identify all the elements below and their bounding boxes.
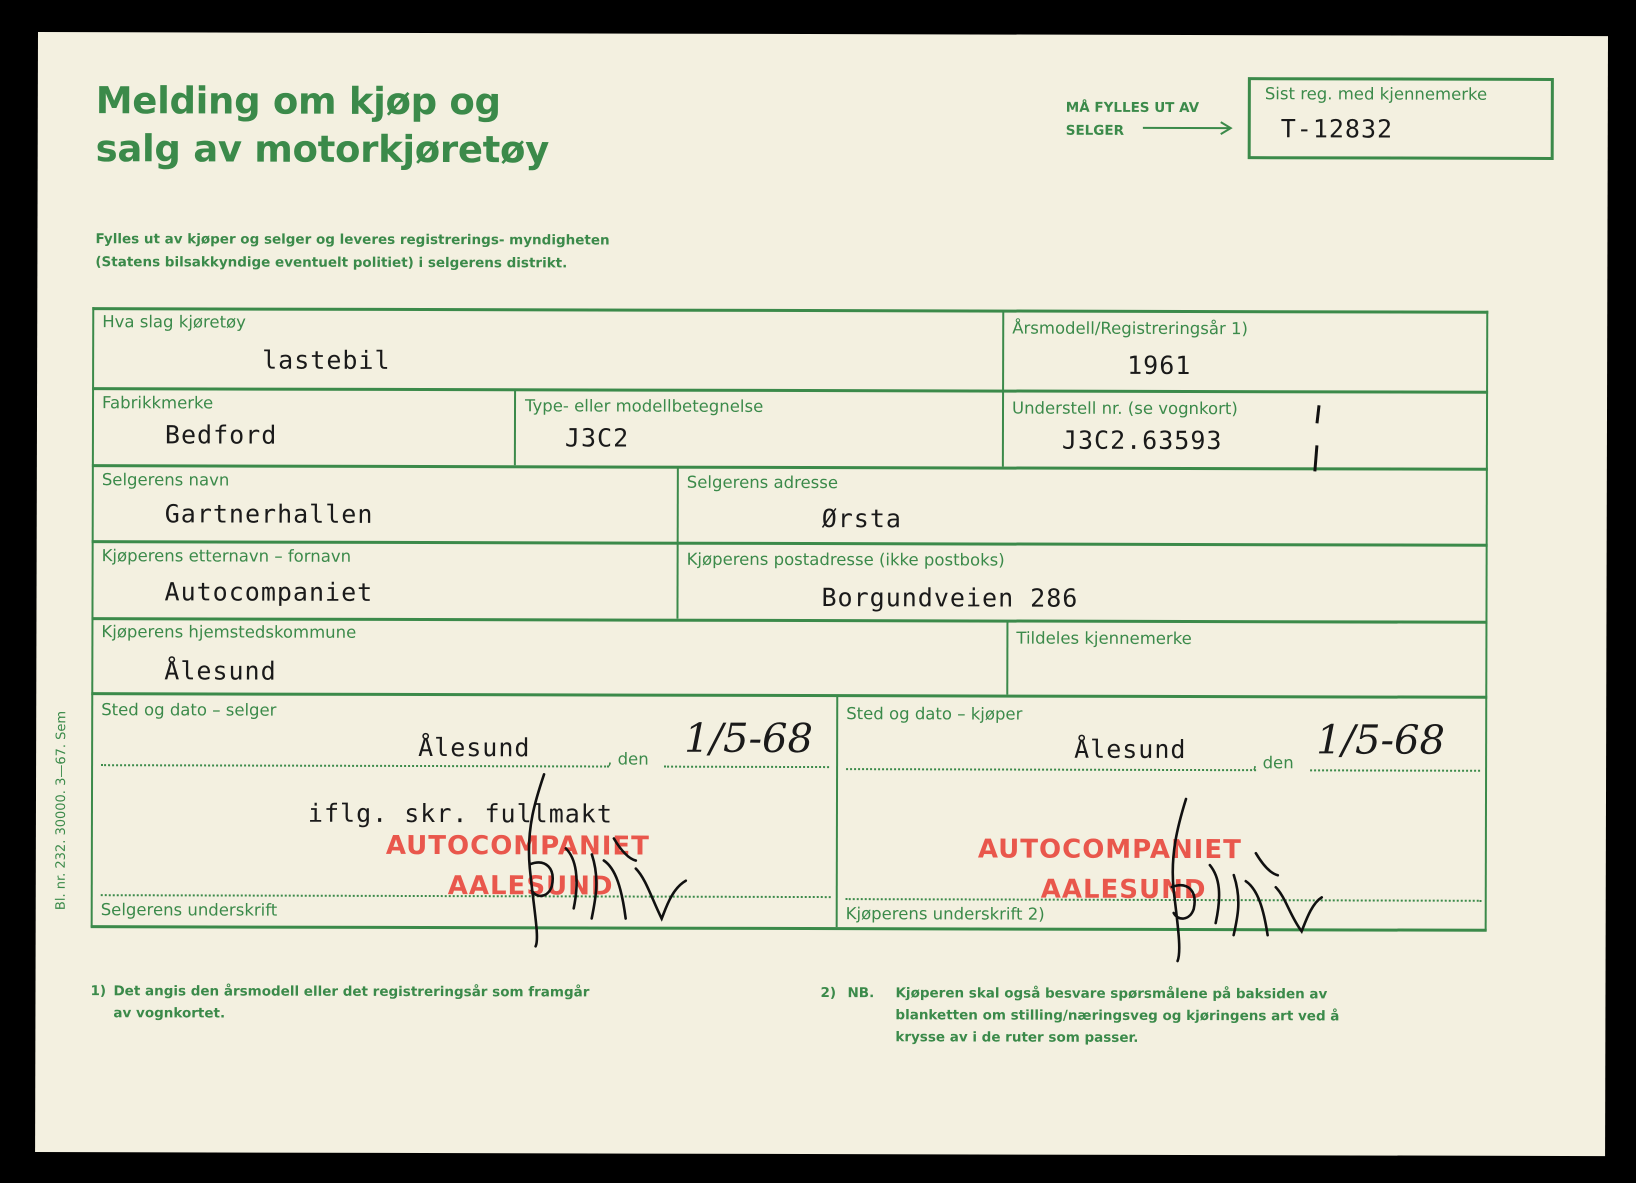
seller-address-label: Selgerens adresse <box>686 472 839 493</box>
footnote-1-text: Det angis den årsmodell eller det registreringsår som framgår av vognkortet. <box>113 983 590 1022</box>
seller-stamp-line2: AALESUND <box>447 871 614 902</box>
buyer-address-label: Kjøperens postadresse (ikke postboks) <box>686 549 1005 570</box>
seller-name-value: Gartnerhallen <box>164 499 374 529</box>
buyer-date-handwritten: 1/5-68 <box>1316 717 1446 764</box>
chassis-value: J3C2.63593 <box>1061 425 1223 456</box>
seller-date-handwritten: 1/5-68 <box>684 715 814 763</box>
reg-value: T-12832 <box>1280 114 1394 144</box>
buyer-signature <box>1126 795 1326 966</box>
buyer-name-label: Kjøperens etternavn – fornavn <box>101 546 352 566</box>
assigned-plate-label: Tildeles kjennemerke <box>1016 628 1192 649</box>
seller-signature-label: Selgerens underskrift <box>100 900 278 920</box>
last-registration-box <box>1248 77 1554 160</box>
year-value: 1961 <box>1127 350 1192 381</box>
seller-stamp-line1: AUTOCOMPANIET <box>385 830 650 862</box>
arrow-right-icon <box>1143 121 1235 135</box>
footnote-1-number: 1) <box>90 983 107 1000</box>
year-label: Årsmodell/Registreringsår 1) <box>1012 318 1248 339</box>
seller-date-line <box>664 766 829 768</box>
chassis-label: Understell nr. (se vognkort) <box>1011 398 1238 419</box>
buyer-stamp-line1: AUTOCOMPANIET <box>977 834 1242 866</box>
seller-den-label: , den <box>607 749 649 769</box>
buyer-date-line <box>1310 769 1480 771</box>
buyer-signature-label: Kjøperens underskrift 2) <box>845 904 1045 924</box>
buyer-stamp-line2: AALESUND <box>1040 874 1207 906</box>
seller-place-date-label: Sted og dato – selger <box>101 700 277 720</box>
model-label: Type- eller modellbetegnelse <box>524 396 764 416</box>
footnote-2-nb: NB. <box>847 985 875 1002</box>
proxy-note: iflg. skr. fullmakt <box>307 798 613 829</box>
reg-label: Sist reg. med kjennemerke <box>1264 84 1488 104</box>
footnote-2-text: Kjøperen skal også besvare spørsmålene på baksiden av blanketten om stilling/næringsveg og kjøringens art ved å krysse av i de ruter som passer. <box>895 985 1340 1046</box>
ink-mark-icon <box>1307 401 1327 481</box>
buyer-municipality-value: Ålesund <box>164 656 277 686</box>
buyer-place-date-label: Sted og dato – kjøper <box>846 704 1023 724</box>
vehicle-type-label: Hva slag kjøretøy <box>102 312 246 332</box>
buyer-place-line <box>846 768 1256 771</box>
seller-signature <box>496 768 706 949</box>
buyer-municipality-label: Kjøperens hjemstedskommune <box>101 622 357 642</box>
seller-address-value: Ørsta <box>821 504 903 534</box>
seller-name-label: Selgerens navn <box>101 470 230 490</box>
form-instructions: Fylles ut av kjøper og selger og leveres registrerings- myndigheten (Statens bilsakkyndige eventuelt politiet) i selgerens distrikt. <box>95 231 610 272</box>
make-value: Bedford <box>164 420 278 450</box>
seller-must-fill-note: MÅ FYLLES UT AV SELGER <box>1065 99 1200 139</box>
vehicle-type-value: lastebil <box>262 345 391 375</box>
buyer-den-label: , den <box>1252 753 1294 773</box>
buyer-address-value: Borgundveien 286 <box>821 583 1079 613</box>
seller-place-value: Ålesund <box>418 732 531 763</box>
buyer-name-value: Autocompaniet <box>164 577 374 607</box>
form-number-note: Bl. nr. 232. 30000. 3—67. Sem <box>53 710 70 911</box>
seller-place-line <box>101 764 609 767</box>
buyer-place-value: Ålesund <box>1074 734 1187 765</box>
make-label: Fabrikkmerke <box>102 393 214 413</box>
footnote-2-number: 2) <box>820 985 837 1002</box>
model-value: J3C2 <box>564 423 630 453</box>
form-grid <box>38 32 1608 36</box>
form-sheet <box>35 32 1608 1156</box>
form-title: Melding om kjøp og salg av motorkjøretøy <box>95 79 550 172</box>
